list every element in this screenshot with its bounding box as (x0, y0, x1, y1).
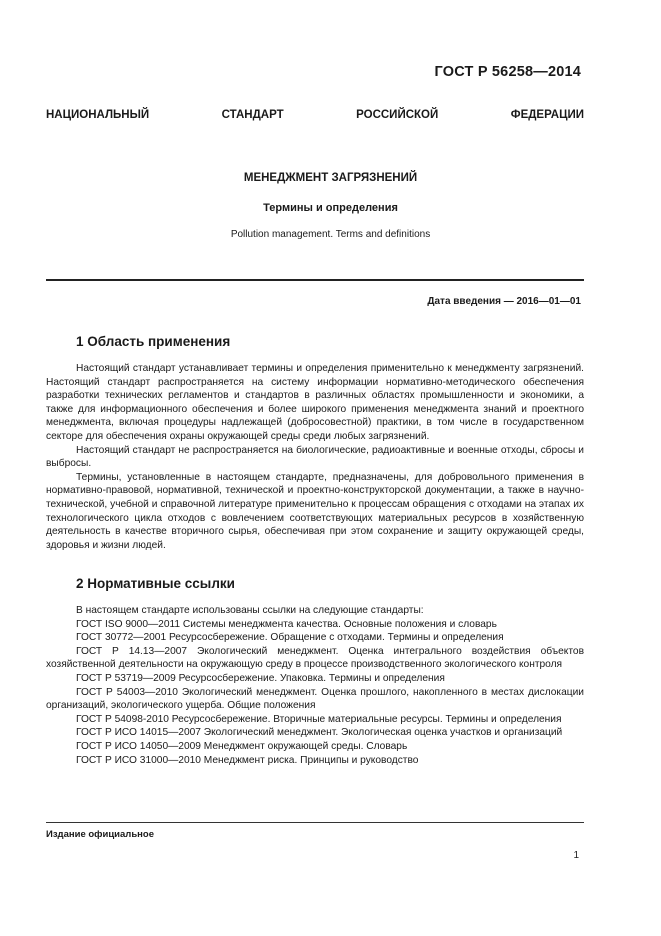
reference-item: ГОСТ Р ИСО 31000—2010 Менеджмент риска. Принципы и руководство (76, 754, 419, 766)
national-standard-banner: НАЦИОНАЛЬНЫЙ СТАНДАРТ РОССИЙСКОЙ ФЕДЕРАЦИИ (46, 109, 584, 121)
reference-item: ГОСТ Р ИСО 14015—2007 Экологический менеджмент. Экологическая оценка участков и организаций (76, 727, 563, 739)
references-intro: В настоящем стандарте использованы ссылки на следующие стандарты: (76, 605, 424, 616)
section-heading: 1 Область применения (76, 334, 231, 349)
edition-label: Издание официальное (46, 829, 154, 840)
reference-item: ГОСТ 30772—2001 Ресурсосбережение. Обращение с отходами. Термины и определения (76, 632, 504, 644)
section-heading: 2 Нормативные ссылки (76, 576, 235, 591)
page-number: 1 (573, 850, 579, 861)
introduction-date: Дата введения — 2016—01—01 (427, 296, 581, 307)
header-divider (46, 279, 584, 281)
paragraph: Термины, установленные в настоящем стандарте, предназначены, для добровольного применения в нормативно-правовой, нормативной, технической и проектно-конструкторской документации, а также в научно-технической, учебной и справочной литературе применительно к процессам обращения с отходами на этапах их технологического цикла отходов с вовлечением соответствующих материальных ресурсов в хозяйственную деятельность в качестве вторичного сырья, обеспечивая при этом сохранение и защиту окружающей среды, здоровья и жизни людей. (46, 471, 584, 551)
paragraph: Настоящий стандарт не распространяется на биологические, радиоактивные и военные отходы, сбросы и выбросы. (46, 444, 584, 470)
reference-item: ГОСТ Р 14.13—2007 Экологический менеджмент. Оценка интегрального воздействия объектов хозяйственной деятельности на окружающую среду в процессе производственного экологического контроля (46, 645, 584, 671)
reference-item: ГОСТ Р 53719—2009 Ресурсосбережение. Упаковка. Термины и определения (76, 672, 445, 684)
reference-item: ГОСТ ISO 9000—2011 Системы менеджмента качества. Основные положения и словарь (76, 618, 497, 630)
paragraph: Настоящий стандарт устанавливает термины и определения применительно к менеджменту загрязнений. Настоящий стандарт распространяется на систему информации нормативно-методического обеспечения разработки технических регламентов и стандартов в различных областях промышленности и экономики, а также для информационного обеспечения и более широкого применения менеджмента знаний и проектного менеджмента, включая процедуры надлежащей (добросовестной) практики, в том числе в государственном секторе для обеспечения охраны окружающей среды среди любых загрязнений. (46, 363, 584, 442)
section-scope (46, 334, 584, 552)
reference-item: ГОСТ Р 54098-2010 Ресурсосбережение. Вторичные материальные ресурсы. Термины и определения (76, 713, 562, 725)
document-code: ГОСТ Р 56258—2014 (434, 64, 581, 80)
document-subtitle: Термины и определения (263, 202, 398, 214)
section-normative-references (46, 576, 584, 767)
reference-item: ГОСТ Р ИСО 14050—2009 Менеджмент окружающей среды. Словарь (76, 740, 408, 752)
reference-item: ГОСТ Р 54003—2010 Экологический менеджмент. Оценка прошлого, накопленного в местах дислокации организаций, экологического ущерба. Общие положения (46, 686, 584, 712)
english-title: Pollution management. Terms and definitions (230, 229, 431, 240)
footer-divider (46, 822, 584, 823)
document-title: МЕНЕДЖМЕНТ ЗАГРЯЗНЕНИЙ (243, 172, 418, 184)
